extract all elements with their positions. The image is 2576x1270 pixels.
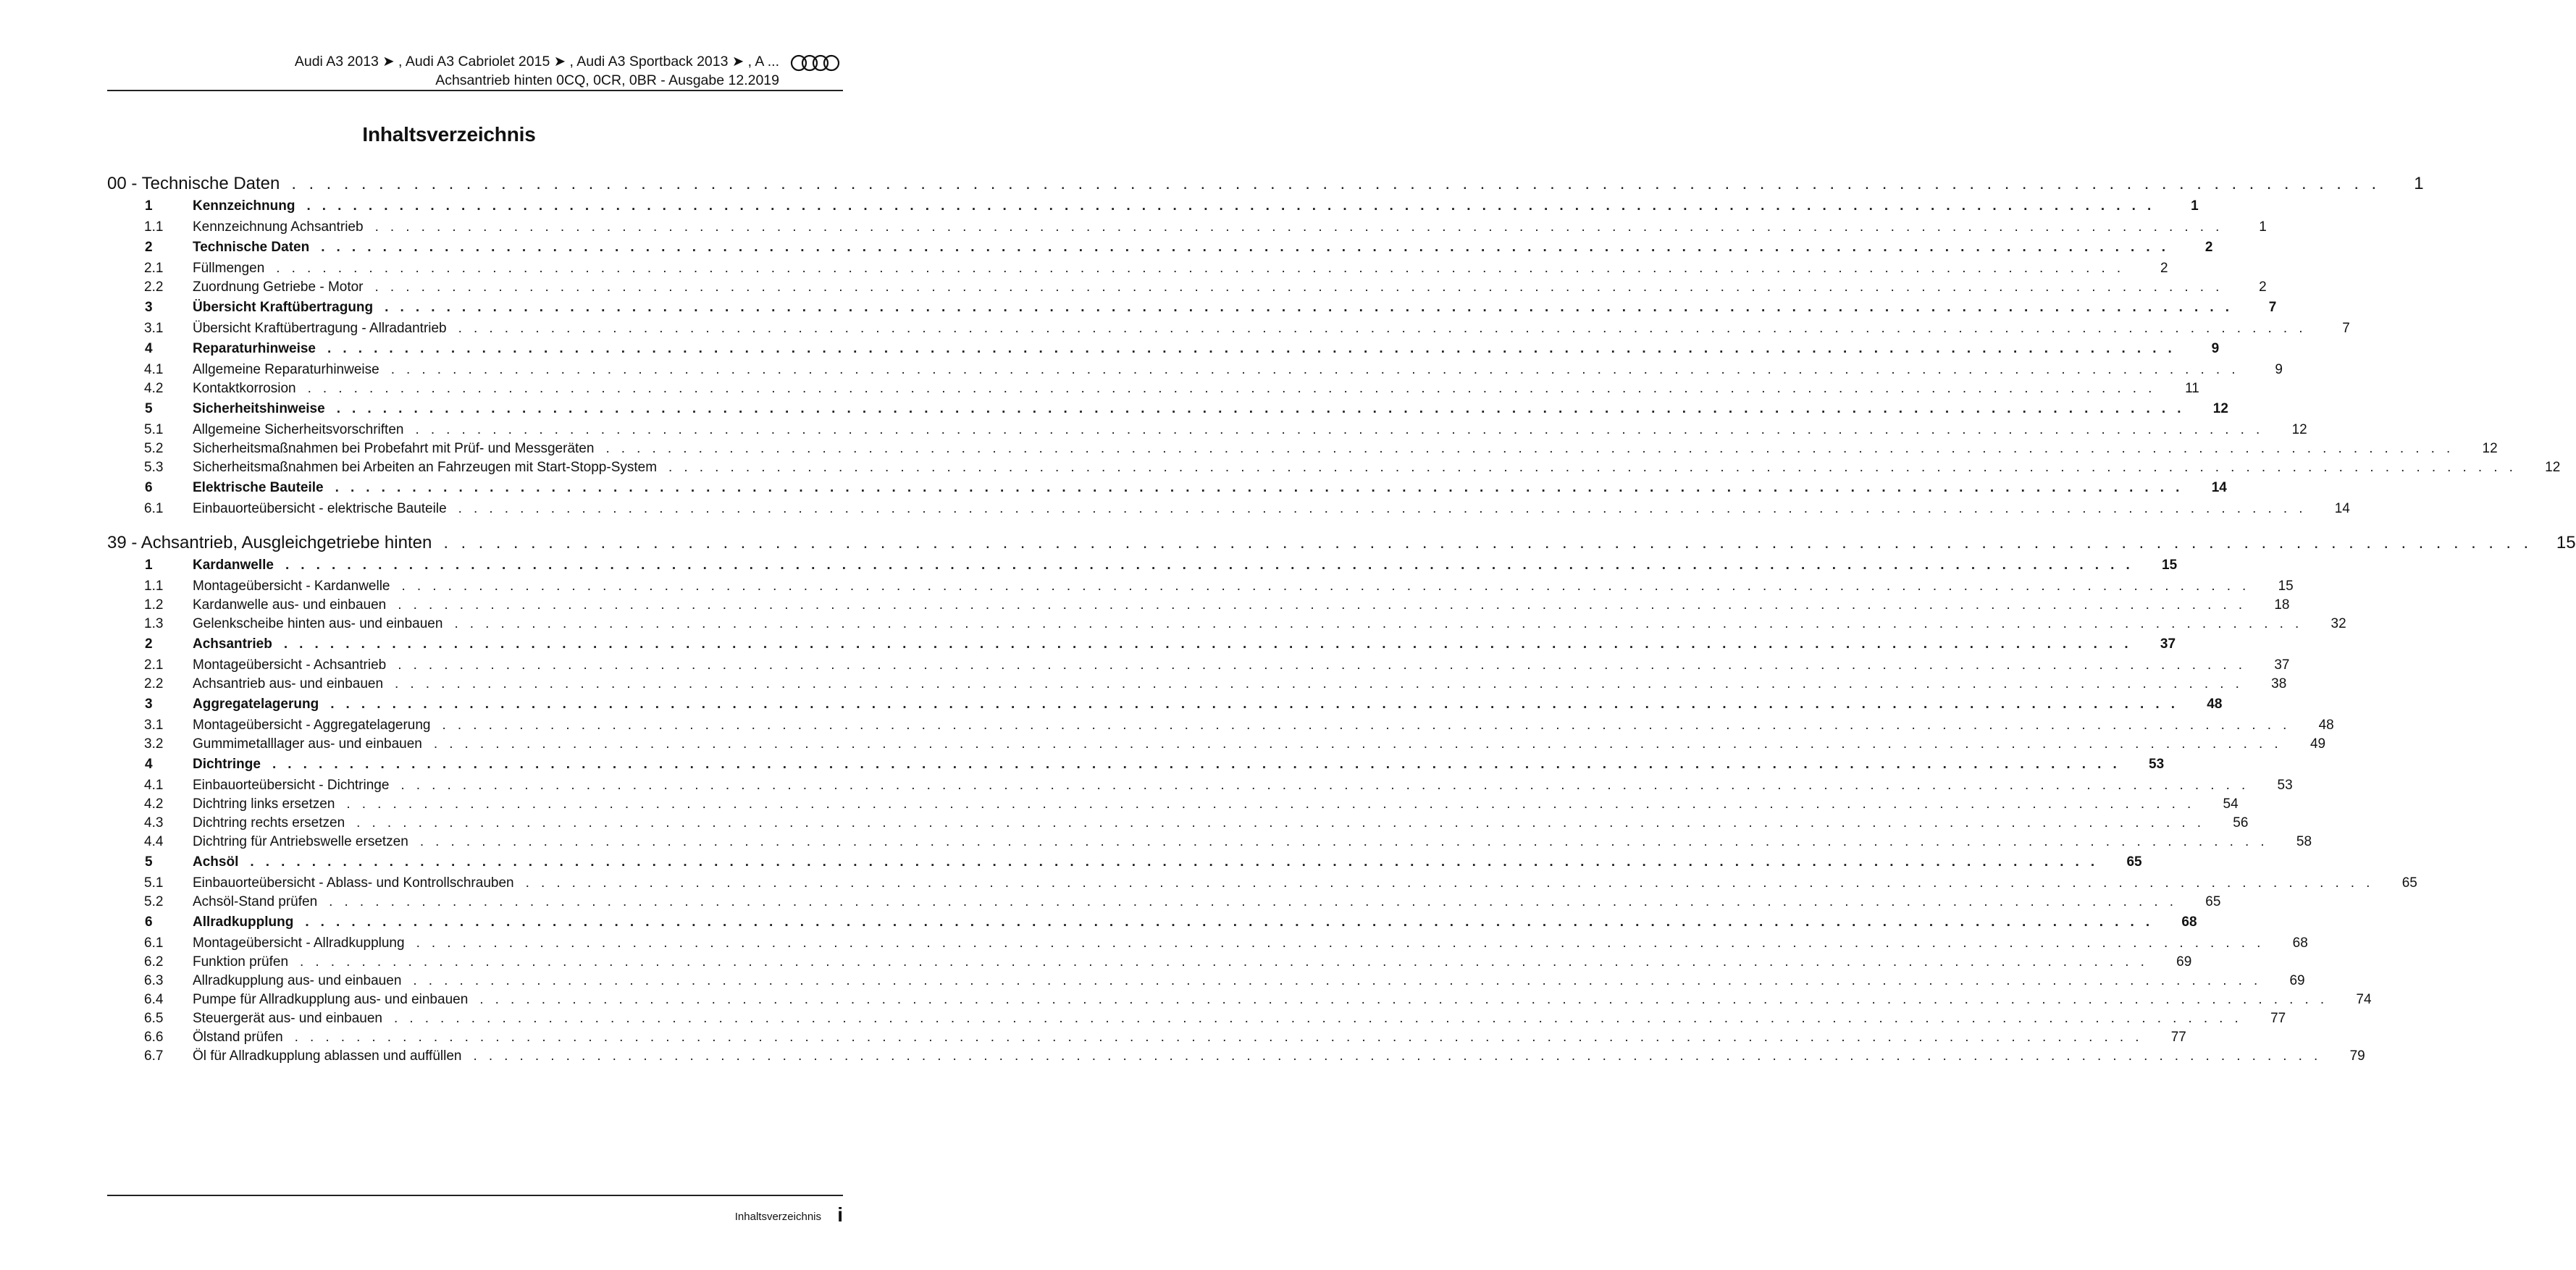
toc-entry-label: Aggregatelagerung [193,697,319,712]
toc-entry-sub[interactable] [107,261,2168,279]
toc-leader-dots: . . . . . . . . . . . . . . . . . . . . . . . . . . . . . . . . . . . . . . . . . . . . . . . . . . . . . . . . . . . . . . . . . . . . . . . . . . . . . . . . . . . . . . . . . . . . . . . . . . . . . . . . . . . . . . . . . . . . . . . . [442,718,2291,733]
toc-leader-dots: . . . . . . . . . . . . . . . . . . . . . . . . . . . . . . . . . . . . . . . . . . . . . . . . . . . . . . . . . . . . . . . . . . . . . . . . . . . . . . . . . . . . . . . . . . . . . . . . . . . . . . . . . . . . . . . . . . . . . . . . [291,174,2380,193]
toc-entry-label: Steuergerät aus- und einbauen [193,1011,382,1026]
toc-entry-label: Füllmengen [193,261,265,276]
page-footer [107,1195,843,1225]
toc-entry-page: 12 [2212,401,2228,416]
toc-entry-sub[interactable] [107,718,2334,736]
toc-entry-number: 6.1 [144,935,164,951]
toc-entry-number: 1 [145,558,153,573]
toc-entry-chapter[interactable] [107,533,2576,558]
toc-leader-dots: . . . . . . . . . . . . . . . . . . . . . . . . . . . . . . . . . . . . . . . . . . . . . . . . . . . . . . . . . . . . . . . . . . . . . . . . . . . . . . . . . . . . . . . . . . . . . . . . . . . . . . . . . . . . . . . . . . . . . . . . [346,796,2195,812]
table-of-contents [107,174,2576,1067]
toc-entry-label: Sicherheitsmaßnahmen bei Probefahrt mit Prüf- und Messgeräten [193,441,595,456]
toc-entry-section[interactable] [107,636,2176,657]
toc-entry-page: 77 [2270,1011,2286,1026]
toc-entry-number: 2.1 [144,261,164,276]
toc-entry-page: 12 [2291,422,2307,437]
toc-entry-label: Achsantrieb aus- und einbauen [193,676,384,691]
toc-entry-label: Kardanwelle [193,558,274,573]
toc-entry-sub[interactable] [107,973,2305,992]
toc-entry-number: 3 [145,697,153,712]
toc-entry-sub[interactable] [107,219,2267,238]
toc-entry-page: 49 [2309,736,2326,752]
toc-entry-number: 5 [145,854,153,870]
toc-leader-dots: . . . . . . . . . . . . . . . . . . . . . . . . . . . . . . . . . . . . . . . . . . . . . . . . . . . . . . . . . . . . . . . . . . . . . . . . . . . . . . . . . . . . . . . . . . . . . . . . . . . . . . . . . . . . . . . . . . . . . . . . [327,341,2176,356]
toc-entry-label: Kontaktkorrosion [193,381,296,396]
toc-entry-label: Allradkupplung aus- und einbauen [193,973,402,988]
toc-leader-dots: . . . . . . . . . . . . . . . . . . . . . . . . . . . . . . . . . . . . . . . . . . . . . . . . . . . . . . . . . . . . . . . . . . . . . . . . . . . . . . . . . . . . . . . . . . . . . . . . . . . . . . . . . . . . . . . . . . . . . . . . [307,381,2156,396]
toc-entry-page: 69 [2289,973,2305,988]
toc-entry-number: 2.2 [144,279,164,295]
toc-leader-dots: . . . . . . . . . . . . . . . . . . . . . . . . . . . . . . . . . . . . . . . . . . . . . . . . . . . . . . . . . . . . . . . . . . . . . . . . . . . . . . . . . . . . . . . . . . . . . . . . . . . . . . . . . . . . . . . . . . . . . . . . [416,935,2265,951]
toc-leader-dots: . . . . . . . . . . . . . . . . . . . . . . . . . . . . . . . . . . . . . . . . . . . . . . . . . . . . . . . . . . . . . . . . . . . . . . . . . . . . . . . . . . . . . . . . . . . . . . . . . . . . . . . . . . . . . . . . . . . . . . . . [458,321,2307,336]
toc-leader-dots: . . . . . . . . . . . . . . . . . . . . . . . . . . . . . . . . . . . . . . . . . . . . . . . . . . . . . . . . . . . . . . . . . . . . . . . . . . . . . . . . . . . . . . . . . . . . . . . . . . . . . . . . . . . . . . . . . . . . . . . . [398,657,2246,673]
toc-entry-section[interactable] [107,854,2142,875]
toc-entry-section[interactable] [107,480,2227,501]
toc-entry-label: Einbauorteübersicht - Ablass- und Kontrollschrauben [193,875,514,891]
toc-leader-dots: . . . . . . . . . . . . . . . . . . . . . . . . . . . . . . . . . . . . . . . . . . . . . . . . . . . . . . . . . . . . . . . . . . . . . . . . . . . . . . . . . . . . . . . . . . . . . . . . . . . . . . . . . . . . . . . . . . . . . . . . [294,1030,2143,1045]
toc-entry-label: Kennzeichnung [193,198,295,214]
toc-entry-page: 9 [2211,341,2220,356]
toc-leader-dots: . . . . . . . . . . . . . . . . . . . . . . . . . . . . . . . . . . . . . . . . . . . . . . . . . . . . . . . . . . . . . . . . . . . . . . . . . . . . . . . . . . . . . . . . . . . . . . . . . . . . . . . . . . . . . . . . . . . . . . . . [321,240,2170,255]
toc-entry-number: 4.1 [144,362,164,377]
toc-entry-page: 15 [2162,558,2178,573]
toc-leader-dots: . . . . . . . . . . . . . . . . . . . . . . . . . . . . . . . . . . . . . . . . . . . . . . . . . . . . . . . . . . . . . . . . . . . . . . . . . . . . . . . . . . . . . . . . . . . . . . . . . . . . . . . . . . . . . . . . . . . . . . . . [374,219,2223,235]
toc-entry-number: 5.1 [144,422,164,437]
page-header [107,51,843,91]
toc-entry-label: Einbauorteübersicht - elektrische Bauteile [193,501,447,516]
toc-entry-sub[interactable] [107,992,2372,1011]
toc-entry-label: Übersicht Kraftübertragung [193,300,374,315]
toc-entry-page: 74 [2356,992,2372,1007]
toc-entry-sub[interactable] [107,676,2287,695]
toc-leader-dots: . . . . . . . . . . . . . . . . . . . . . . . . . . . . . . . . . . . . . . . . . . . . . . . . . . . . . . . . . . . . . . . . . . . . . . . . . . . . . . . . . . . . . . . . . . . . . . . . . . . . . . . . . . . . . . . . . . . . . . . . [473,1048,2322,1064]
toc-entry-label: Elektrische Bauteile [193,480,324,495]
toc-entry-number: 4.4 [144,834,164,849]
toc-entry-section[interactable] [107,757,2165,778]
toc-entry-sub[interactable] [107,321,2350,340]
toc-entry-number: 5 [145,401,153,416]
toc-entry-number: 4 [145,757,153,772]
toc-entry-number: 2.1 [144,657,164,673]
toc-entry-sub[interactable] [107,501,2350,520]
toc-entry-label: Kardanwelle aus- und einbauen [193,597,387,613]
toc-entry-page: 14 [2211,480,2227,495]
toc-leader-dots: . . . . . . . . . . . . . . . . . . . . . . . . . . . . . . . . . . . . . . . . . . . . . . . . . . . . . . . . . . . . . . . . . . . . . . . . . . . . . . . . . . . . . . . . . . . . . . . . . . . . . . . . . . . . . . . . . . . . . . . . [300,954,2149,970]
toc-entry-number: 2 [145,636,153,652]
toc-entry-number: 1.1 [144,219,164,235]
toc-entry-page: 11 [2185,381,2199,396]
toc-entry-label: Öl für Allradkupplung ablassen und auffüllen [193,1048,462,1064]
toc-entry-page: 12 [2482,441,2498,456]
toc-entry-page: 37 [2160,636,2176,652]
toc-leader-dots: . . . . . . . . . . . . . . . . . . . . . . . . . . . . . . . . . . . . . . . . . . . . . . . . . . . . . . . . . . . . . . . . . . . . . . . . . . . . . . . . . . . . . . . . . . . . . . . . . . . . . . . . . . . . . . . . . . . . . . . . [276,261,2125,276]
toc-entry-label: Allgemeine Reparaturhinweise [193,362,379,377]
toc-entry-page: 18 [2274,597,2290,613]
toc-leader-dots: . . . . . . . . . . . . . . . . . . . . . . . . . . . . . . . . . . . . . . . . . . . . . . . . . . . . . . . . . . . . . . . . . . . . . . . . . . . . . . . . . . . . . . . . . . . . . . . . . . . . . . . . . . . . . . . . . . . . . . . . [250,854,2099,870]
toc-entry-page: 53 [2149,757,2165,772]
toc-leader-dots: . . . . . . . . . . . . . . . . . . . . . . . . . . . . . . . . . . . . . . . . . . . . . . . . . . . . . . . . . . . . . . . . . . . . . . . . . . . . . . . . . . . . . . . . . . . . . . . . . . . . . . . . . . . . . . . . . . . . . . . . [393,1011,2243,1026]
toc-entry-section[interactable] [107,558,2178,579]
toc-entry-number: 3.1 [144,718,164,733]
toc-entry-page: 54 [2223,796,2239,812]
toc-leader-dots: . . . . . . . . . . . . . . . . . . . . . . . . . . . . . . . . . . . . . . . . . . . . . . . . . . . . . . . . . . . . . . . . . . . . . . . . . . . . . . . . . . . . . . . . . . . . . . . . . . . . . . . . . . . . . . . . . . . . . . . . [525,875,2374,891]
header-edition: Achsantrieb hinten 0CQ, 0CR, 0BR - Ausgabe 12.2019 [435,72,779,88]
toc-entry-page: 32 [2330,616,2346,631]
toc-entry-sub[interactable] [107,616,2346,635]
toc-entry-page: 48 [2207,697,2223,712]
toc-entry-sub[interactable] [107,1011,2286,1030]
header-models: Audi A3 2013 ➤ , Audi A3 Cabriolet 2015 ➤ , Audi A3 Sportback 2013 ➤ , A ... [294,54,779,70]
toc-entry-label: Zuordnung Getriebe - Motor [193,279,364,295]
toc-entry-sub[interactable] [107,579,2294,597]
toc-entry-page: 7 [2342,321,2350,336]
toc-entry-sub[interactable] [107,954,2192,973]
toc-leader-dots: . . . . . . . . . . . . . . . . . . . . . . . . . . . . . . . . . . . . . . . . . . . . . . . . . . . . . . . . . . . . . . . . . . . . . . . . . . . . . . . . . . . . . . . . . . . . . . . . . . . . . . . . . . . . . . . . . . . . . . . . [305,914,2154,930]
toc-entry-label: 39 - Achsantrieb, Ausgleichgetriebe hinten [107,533,432,552]
toc-entry-label: Dichtring links ersetzen [193,796,335,812]
toc-entry-label: Allradkupplung [193,914,294,930]
toc-leader-dots: . . . . . . . . . . . . . . . . . . . . . . . . . . . . . . . . . . . . . . . . . . . . . . . . . . . . . . . . . . . . . . . . . . . . . . . . . . . . . . . . . . . . . . . . . . . . . . . . . . . . . . . . . . . . . . . . . . . . . . . . [395,676,2244,691]
toc-entry-page: 65 [2205,894,2221,909]
toc-entry-sub[interactable] [107,736,2326,755]
toc-entry-label: Montageübersicht - Allradkupplung [193,935,405,951]
toc-entry-page: 56 [2233,815,2249,830]
toc-entry-sub[interactable] [107,935,2308,954]
toc-leader-dots: . . . . . . . . . . . . . . . . . . . . . . . . . . . . . . . . . . . . . . . . . . . . . . . . . . . . . . . . . . . . . . . . . . . . . . . . . . . . . . . . . . . . . . . . . . . . . . . . . . . . . . . . . . . . . . . . . . . . . . . . [329,894,2178,909]
toc-entry-label: Funktion prüfen [193,954,289,970]
toc-leader-dots: . . . . . . . . . . . . . . . . . . . . . . . . . . . . . . . . . . . . . . . . . . . . . . . . . . . . . . . . . . . . . . . . . . . . . . . . . . . . . . . . . . . . . . . . . . . . . . . . . . . . . . . . . . . . . . . . . . . . . . . . [283,636,2133,652]
toc-entry-sub[interactable] [107,894,2221,913]
toc-entry-number: 6.3 [144,973,164,988]
toc-leader-dots: . . . . . . . . . . . . . . . . . . . . . . . . . . . . . . . . . . . . . . . . . . . . . . . . . . . . . . . . . . . . . . . . . . . . . . . . . . . . . . . . . . . . . . . . . . . . . . . . . . . . . . . . . . . . . . . . . . . . . . . . [272,757,2121,772]
toc-entry-number: 6 [145,914,153,930]
toc-entry-number: 1.3 [144,616,164,631]
toc-entry-label: Sicherheitshinweise [193,401,325,416]
toc-entry-sub[interactable] [107,1048,2365,1067]
toc-entry-page: 65 [2401,875,2417,891]
audi-rings-logo-icon [789,54,842,72]
toc-entry-label: Achsöl-Stand prüfen [193,894,318,909]
toc-entry-sub[interactable] [107,381,2199,400]
toc-entry-number: 1.2 [144,597,164,613]
toc-entry-label: Übersicht Kraftübertragung - Allradantrieb [193,321,447,336]
toc-entry-number: 4.2 [144,796,164,812]
toc-entry-label: Montageübersicht - Kardanwelle [193,579,390,594]
toc-leader-dots: . . . . . . . . . . . . . . . . . . . . . . . . . . . . . . . . . . . . . . . . . . . . . . . . . . . . . . . . . . . . . . . . . . . . . . . . . . . . . . . . . . . . . . . . . . . . . . . . . . . . . . . . . . . . . . . . . . . . . . . . [433,736,2283,752]
toc-entry-number: 6 [145,480,153,495]
toc-entry-number: 6.4 [144,992,164,1007]
toc-entry-page: 58 [2296,834,2312,849]
toc-entry-section[interactable] [107,914,2197,935]
toc-leader-dots: . . . . . . . . . . . . . . . . . . . . . . . . . . . . . . . . . . . . . . . . . . . . . . . . . . . . . . . . . . . . . . . . . . . . . . . . . . . . . . . . . . . . . . . . . . . . . . . . . . . . . . . . . . . . . . . . . . . . . . . . [336,401,2185,416]
toc-leader-dots: . . . . . . . . . . . . . . . . . . . . . . . . . . . . . . . . . . . . . . . . . . . . . . . . . . . . . . . . . . . . . . . . . . . . . . . . . . . . . . . . . . . . . . . . . . . . . . . . . . . . . . . . . . . . . . . . . . . . . . . . [401,579,2250,594]
toc-entry-sub[interactable] [107,815,2249,834]
toc-entry-page: 1 [2414,174,2424,193]
toc-leader-dots: . . . . . . . . . . . . . . . . . . . . . . . . . . . . . . . . . . . . . . . . . . . . . . . . . . . . . . . . . . . . . . . . . . . . . . . . . . . . . . . . . . . . . . . . . . . . . . . . . . . . . . . . . . . . . . . . . . . . . . . . [398,597,2246,613]
toc-entry-page: 15 [2278,579,2294,594]
toc-leader-dots: . . . . . . . . . . . . . . . . . . . . . . . . . . . . . . . . . . . . . . . . . . . . . . . . . . . . . . . . . . . . . . . . . . . . . . . . . . . . . . . . . . . . . . . . . . . . . . . . . . . . . . . . . . . . . . . . . . . . . . . . [374,279,2223,295]
toc-entry-number: 5.3 [144,460,164,475]
toc-leader-dots: . . . . . . . . . . . . . . . . . . . . . . . . . . . . . . . . . . . . . . . . . . . . . . . . . . . . . . . . . . . . . . . . . . . . . . . . . . . . . . . . . . . . . . . . . . . . . . . . . . . . . . . . . . . . . . . . . . . . . . . . [605,441,2454,456]
toc-leader-dots: . . . . . . . . . . . . . . . . . . . . . . . . . . . . . . . . . . . . . . . . . . . . . . . . . . . . . . . . . . . . . . . . . . . . . . . . . . . . . . . . . . . . . . . . . . . . . . . . . . . . . . . . . . . . . . . . . . . . . . . . [454,616,2303,631]
toc-entry-page: 53 [2277,778,2293,793]
toc-entry-sub[interactable] [107,279,2267,298]
toc-leader-dots: . . . . . . . . . . . . . . . . . . . . . . . . . . . . . . . . . . . . . . . . . . . . . . . . . . . . . . . . . . . . . . . . . . . . . . . . . . . . . . . . . . . . . . . . . . . . . . . . . . . . . . . . . . . . . . . . . . . . . . . . [458,501,2307,516]
toc-entry-sub[interactable] [107,796,2239,815]
toc-leader-dots: . . . . . . . . . . . . . . . . . . . . . . . . . . . . . . . . . . . . . . . . . . . . . . . . . . . . . . . . . . . . . . . . . . . . . . . . . . . . . . . . . . . . . . . . . . . . . . . . . . . . . . . . . . . . . . . . . . . . . . . . [306,198,2155,214]
toc-entry-label: Allgemeine Sicherheitsvorschriften [193,422,404,437]
toc-entry-section[interactable] [107,198,2199,219]
header-text [295,52,779,90]
toc-entry-sub[interactable] [107,597,2290,616]
toc-entry-chapter[interactable] [107,174,2424,198]
toc-entry-section[interactable] [107,697,2223,718]
toc-leader-dots: . . . . . . . . . . . . . . . . . . . . . . . . . . . . . . . . . . . . . . . . . . . . . . . . . . . . . . . . . . . . . . . . . . . . . . . . . . . . . . . . . . . . . . . . . . . . . . . . . . . . . . . . . . . . . . . . . . . . . . . . [419,834,2269,849]
toc-entry-number: 3.2 [144,736,164,752]
toc-entry-label: Gummimetalllager aus- und einbauen [193,736,422,752]
toc-entry-sub[interactable] [107,441,2498,460]
toc-entry-number: 5.1 [144,875,164,891]
toc-entry-sub[interactable] [107,422,2307,441]
toc-entry-page: 1 [2191,198,2199,214]
toc-entry-label: Sicherheitsmaßnahmen bei Arbeiten an Fahrzeugen mit Start-Stopp-System [193,460,658,475]
toc-entry-section[interactable] [107,341,2220,362]
toc-entry-section[interactable] [107,240,2213,261]
toc-entry-page: 48 [2318,718,2334,733]
toc-entry-number: 4.3 [144,815,164,830]
toc-entry-label: Dichtringe [193,757,261,772]
toc-entry-label: Pumpe für Allradkupplung aus- und einbauen [193,992,469,1007]
toc-entry-page: 69 [2176,954,2192,970]
toc-entry-number: 2.2 [144,676,164,691]
toc-leader-dots: . . . . . . . . . . . . . . . . . . . . . . . . . . . . . . . . . . . . . . . . . . . . . . . . . . . . . . . . . . . . . . . . . . . . . . . . . . . . . . . . . . . . . . . . . . . . . . . . . . . . . . . . . . . . . . . . . . . . . . . . [330,697,2179,712]
toc-leader-dots: . . . . . . . . . . . . . . . . . . . . . . . . . . . . . . . . . . . . . . . . . . . . . . . . . . . . . . . . . . . . . . . . . . . . . . . . . . . . . . . . . . . . . . . . . . . . . . . . . . . . . . . . . . . . . . . . . . . . . . . . [479,992,2328,1007]
toc-entry-page: 15 [2556,533,2576,552]
toc-entry-page: 68 [2181,914,2197,930]
toc-entry-number: 2 [145,240,153,255]
toc-entry-label: Technische Daten [193,240,310,255]
toc-entry-sub[interactable] [107,657,2290,676]
toc-entry-number: 5.2 [144,894,164,909]
toc-entry-sub[interactable] [107,875,2417,894]
toc-entry-page: 9 [2275,362,2283,377]
toc-entry-label: Reparaturhinweise [193,341,316,356]
toc-entry-number: 5.2 [144,441,164,456]
toc-entry-label: 00 - Technische Daten [107,174,280,193]
toc-entry-label: Dichtring rechts ersetzen [193,815,345,830]
toc-entry-page: 79 [2349,1048,2365,1064]
toc-entry-number: 1.1 [144,579,164,594]
toc-entry-label: Einbauorteübersicht - Dichtringe [193,778,390,793]
toc-entry-sub[interactable] [107,778,2293,796]
toc-entry-number: 4.2 [144,381,164,396]
toc-entry-number: 6.5 [144,1011,164,1026]
toc-entry-number: 4.1 [144,778,164,793]
toc-entry-number: 6.1 [144,501,164,516]
toc-entry-number: 6.6 [144,1030,164,1045]
toc-entry-number: 3 [145,300,153,315]
toc-entry-number: 3.1 [144,321,164,336]
toc-entry-section[interactable] [107,401,2228,422]
toc-entry-sub[interactable] [107,460,2561,479]
toc-leader-dots: . . . . . . . . . . . . . . . . . . . . . . . . . . . . . . . . . . . . . . . . . . . . . . . . . . . . . . . . . . . . . . . . . . . . . . . . . . . . . . . . . . . . . . . . . . . . . . . . . . . . . . . . . . . . . . . . . . . . . . . . [356,815,2205,830]
toc-entry-label: Montageübersicht - Aggregatelagerung [193,718,431,733]
toc-entry-sub[interactable] [107,362,2283,381]
toc-leader-dots: . . . . . . . . . . . . . . . . . . . . . . . . . . . . . . . . . . . . . . . . . . . . . . . . . . . . . . . . . . . . . . . . . . . . . . . . . . . . . . . . . . . . . . . . . . . . . . . . . . . . . . . . . . . . . . . . . . . . . . . . [415,422,2264,437]
toc-entry-label: Kennzeichnung Achsantrieb [193,219,364,235]
toc-entry-label: Ölstand prüfen [193,1030,283,1045]
toc-entry-page: 68 [2292,935,2308,951]
toc-leader-dots: . . . . . . . . . . . . . . . . . . . . . . . . . . . . . . . . . . . . . . . . . . . . . . . . . . . . . . . . . . . . . . . . . . . . . . . . . . . . . . . . . . . . . . . . . . . . . . . . . . . . . . . . . . . . . . . . . . . . . . . . [285,558,2134,573]
toc-leader-dots: . . . . . . . . . . . . . . . . . . . . . . . . . . . . . . . . . . . . . . . . . . . . . . . . . . . . . . . . . . . . . . . . . . . . . . . . . . . . . . . . . . . . . . . . . . . . . . . . . . . . . . . . . . . . . . . . . . . . . . . . [413,973,2262,988]
toc-entry-label: Montageübersicht - Achsantrieb [193,657,387,673]
toc-leader-dots: . . . . . . . . . . . . . . . . . . . . . . . . . . . . . . . . . . . . . . . . . . . . . . . . . . . . . . . . . . . . . . . . . . . . . . . . . . . . . . . . . . . . . . . . . . . . . . . . . . . . . . . . . . . . . . . . . . . . . . . . [443,533,2533,552]
page-title: Inhaltsverzeichnis [362,123,536,146]
toc-entry-page: 1 [2259,219,2267,235]
footer-page-number: i [837,1203,843,1226]
toc-entry-page: 65 [2126,854,2142,870]
toc-entry-sub[interactable] [107,1030,2186,1048]
toc-entry-page: 38 [2271,676,2287,691]
toc-entry-page: 2 [2160,261,2168,276]
toc-entry-number: 4 [145,341,153,356]
toc-entry-section[interactable] [107,300,2277,321]
toc-entry-number: 1 [145,198,153,214]
toc-entry-page: 37 [2274,657,2290,673]
toc-leader-dots: . . . . . . . . . . . . . . . . . . . . . . . . . . . . . . . . . . . . . . . . . . . . . . . . . . . . . . . . . . . . . . . . . . . . . . . . . . . . . . . . . . . . . . . . . . . . . . . . . . . . . . . . . . . . . . . . . . . . . . . . [385,300,2233,315]
toc-entry-label: Achsantrieb [193,636,272,652]
toc-leader-dots: . . . . . . . . . . . . . . . . . . . . . . . . . . . . . . . . . . . . . . . . . . . . . . . . . . . . . . . . . . . . . . . . . . . . . . . . . . . . . . . . . . . . . . . . . . . . . . . . . . . . . . . . . . . . . . . . . . . . . . . . [390,362,2239,377]
toc-entry-number: 6.2 [144,954,164,970]
toc-entry-page: 77 [2170,1030,2186,1045]
footer-label: Inhaltsverzeichnis [734,1211,821,1223]
toc-entry-page: 7 [2268,300,2277,315]
toc-entry-page: 2 [2259,279,2267,295]
toc-entry-number: 6.7 [144,1048,164,1064]
toc-entry-page: 14 [2334,501,2350,516]
toc-entry-label: Achsöl [193,854,239,870]
toc-leader-dots: . . . . . . . . . . . . . . . . . . . . . . . . . . . . . . . . . . . . . . . . . . . . . . . . . . . . . . . . . . . . . . . . . . . . . . . . . . . . . . . . . . . . . . . . . . . . . . . . . . . . . . . . . . . . . . . . . . . . . . . . [335,480,2183,495]
toc-entry-page: 12 [2545,460,2561,475]
toc-leader-dots: . . . . . . . . . . . . . . . . . . . . . . . . . . . . . . . . . . . . . . . . . . . . . . . . . . . . . . . . . . . . . . . . . . . . . . . . . . . . . . . . . . . . . . . . . . . . . . . . . . . . . . . . . . . . . . . . . . . . . . . . [400,778,2249,793]
toc-entry-label: Dichtring für Antriebswelle ersetzen [193,834,408,849]
toc-entry-sub[interactable] [107,834,2312,853]
toc-entry-label: Gelenkscheibe hinten aus- und einbauen [193,616,443,631]
toc-leader-dots: . . . . . . . . . . . . . . . . . . . . . . . . . . . . . . . . . . . . . . . . . . . . . . . . . . . . . . . . . . . . . . . . . . . . . . . . . . . . . . . . . . . . . . . . . . . . . . . . . . . . . . . . . . . . . . . . . . . . . . . . [668,460,2517,475]
toc-entry-page: 2 [2204,240,2213,255]
